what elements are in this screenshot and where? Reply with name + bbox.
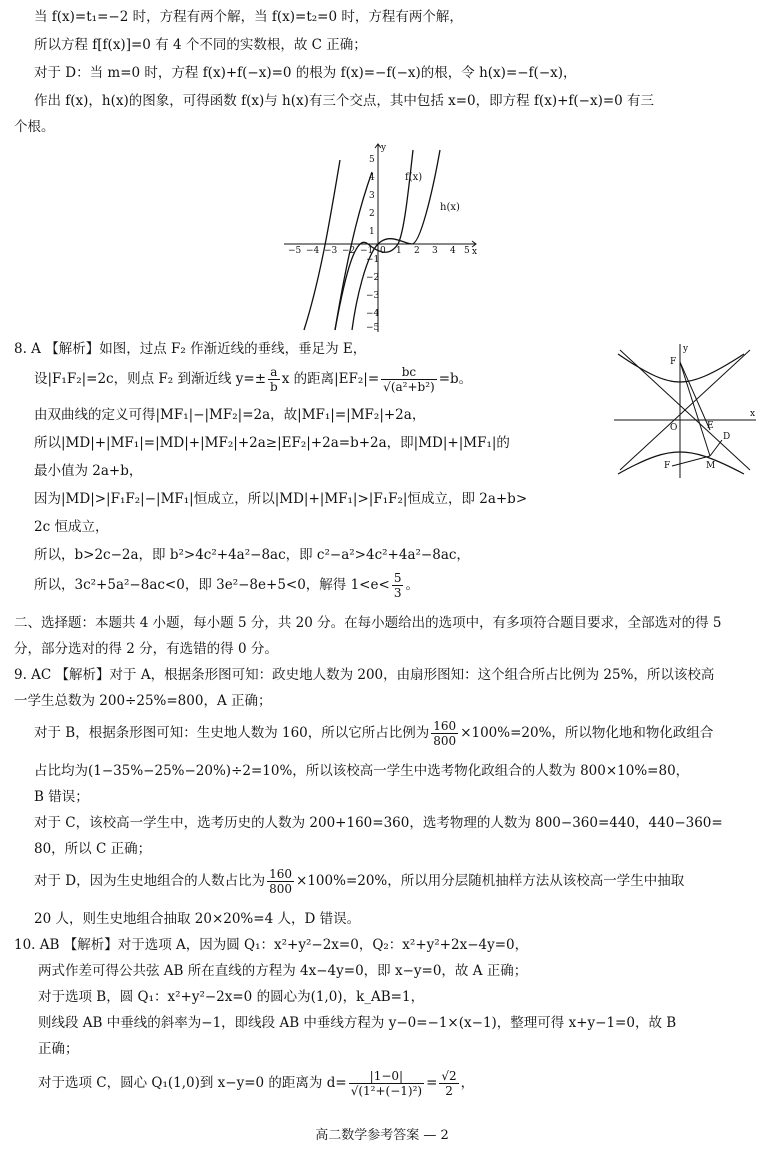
fraction-numerator: 5	[393, 571, 402, 585]
page-footer: 高二数学参考答案 — 2	[315, 1128, 449, 1143]
q10-heading: 10. AB 【解析】对于选项 A，因为圆 Q₁：x²+y²−2x=0，Q₂：x²+y²+2x−4y=0，	[14, 937, 529, 953]
x-tick: 1	[396, 246, 402, 256]
q8-line: 2c 恒成立，	[34, 519, 109, 535]
q8-line	[34, 570, 419, 600]
text-segment: 对于选项 C，圆心 Q₁(1,0)到 x−y=0 的距离为 d=	[38, 1075, 347, 1091]
q8-heading: 8. A 【解析】如图，过点 F₂ 作渐近线的垂线，垂足为 E，	[14, 341, 367, 357]
q9-line: B 错误；	[34, 789, 89, 805]
x-tick: −5	[288, 246, 302, 256]
hyperbola-figure	[610, 340, 760, 482]
q9-line: 80，所以 C 正确；	[34, 841, 152, 857]
text-segment: ×100%=20%，所以用分层随机抽样方法从该校高一学生中抽取	[296, 873, 685, 889]
x-tick: 3	[432, 246, 438, 256]
q8-line	[34, 364, 472, 394]
hyperbola-upper	[618, 354, 744, 382]
text-segment: =	[426, 1075, 438, 1091]
x-tick: 4	[450, 246, 456, 256]
text-line: 当 f(x)=t₁=−2 时，方程有两个解，当 f(x)=t₂=0 时，方程有两个解，	[34, 9, 463, 25]
text-segment: 。	[405, 577, 419, 593]
q9-line	[34, 718, 713, 748]
fraction-numerator: 160	[433, 719, 457, 733]
y-tick: −2	[366, 273, 380, 283]
y-tick: 4	[369, 173, 375, 183]
text-line: 所以方程 f[f(x)]=0 有 4 个不同的实数根，故 C 正确；	[34, 37, 367, 53]
point-label: M	[706, 461, 716, 471]
fraction-denominator: 3	[393, 586, 402, 600]
q9-line: 占比均为(1−35%−25%−20%)÷2=10%，所以该校高一学生中选考物化政组合的人数为 800×10%=80，	[34, 763, 690, 779]
text-segment: 对于 B，根据条形图可知：生史地人数为 160，所以它所占比例为	[34, 725, 430, 741]
fraction	[392, 571, 404, 600]
text-line: 个根。	[14, 119, 55, 135]
fraction	[381, 365, 437, 394]
text-segment: x 的距离|EF₂|=	[281, 371, 380, 387]
hyperbola-lower	[618, 452, 744, 474]
segment	[710, 440, 722, 456]
q10-line: 两式作差可得公共弦 AB 所在直线的方程为 4x−4y=0，即 x−y=0，故 A 正确；	[38, 963, 528, 979]
segment	[672, 456, 710, 466]
fraction-numerator: √2	[441, 1069, 457, 1083]
point-label: F	[670, 357, 677, 367]
q9-line: 对于 C，该校高一学生中，选考历史的人数为 200+160=360，选考物理的人数为 800−360=440，440−360=	[34, 815, 723, 831]
y-tick: −4	[366, 309, 380, 319]
y-tick: −5	[366, 323, 380, 333]
fraction-denominator: √(1²+(−1)²)	[350, 1084, 423, 1098]
text-segment: ，	[460, 1075, 475, 1091]
text-segment: 对于 D，因为生史地组合的人数占比为	[34, 873, 266, 889]
fraction-numerator: 160	[269, 867, 293, 881]
point-label: x	[750, 409, 756, 419]
y-tick: 3	[369, 191, 375, 201]
q8-line: 最小值为 2a+b，	[34, 463, 143, 479]
text-segment: 所以，3c²+5a²−8ac<0，即 3e²−8e+5<0，解得 1<e<	[34, 577, 390, 593]
h-left-branch	[304, 160, 340, 330]
x-tick: 5	[464, 246, 470, 256]
text-segment: =b。	[438, 371, 473, 387]
q8-line: 所以|MD|+|MF₁|=|MD|+|MF₂|+2a≥|EF₂|+2a=b+2a，即|MD|+|MF₁|的	[34, 435, 510, 451]
fraction	[267, 867, 294, 896]
h-label: h(x)	[440, 202, 460, 213]
x-axis-label: x	[472, 247, 478, 257]
h-curve	[352, 150, 440, 330]
text-segment: ×100%=20%，所以物化地和物化政组合	[460, 725, 714, 741]
x-tick: 2	[414, 246, 420, 256]
q9-line	[34, 866, 684, 896]
q8-line: 所以，b>2c−2a，即 b²>4c²+4a²−8ac，即 c²−a²>4c²+4a²−8ac，	[34, 547, 470, 563]
point-label: E	[707, 421, 714, 431]
q10-line: 对于选项 B，圆 Q₁：x²+y²−2x=0 的圆心为(1,0)，k_AB=1，	[38, 989, 425, 1005]
fraction	[349, 1069, 424, 1098]
point-label: D	[723, 432, 731, 442]
fraction-denominator: b	[270, 380, 278, 394]
fraction	[268, 365, 280, 394]
x-tick: 0	[380, 246, 386, 256]
y-axis-label: y	[381, 143, 387, 153]
q8-line: 由双曲线的定义可得|MF₁|−|MF₂|=2a，故|MF₁|=|MF₂|+2a，	[34, 407, 426, 423]
text-line: 作出 f(x)，h(x)的图象，可得函数 f(x)与 h(x)有三个交点，其中包括 x=0，即方程 f(x)+f(−x)=0 有三	[34, 93, 655, 109]
y-tick: −3	[366, 291, 380, 301]
q8-line: 因为|MD|>|F₁F₂|−|MF₁|恒成立，所以|MD|+|MF₁|>|F₁F₂|恒成立，即 2a+b>	[34, 491, 528, 507]
q10-line: 则线段 AB 中垂线的斜率为−1，即线段 AB 中垂线方程为 y−0=−1×(x−1)，整理可得 x+y−1=0，故 B	[38, 1015, 677, 1031]
f-label: f(x)	[405, 172, 423, 183]
y-tick: −1	[366, 255, 380, 265]
q9-heading: 9. AC 【解析】对于 A，根据条形图可知：政史地人数为 200，由扇形图知：这个组合所占比例为 25%，所以该校高	[14, 667, 715, 683]
x-tick: −2	[342, 246, 356, 256]
y-tick: 5	[369, 155, 375, 165]
x-tick: −4	[306, 246, 320, 256]
fraction-numerator: bc	[381, 365, 437, 380]
text-segment: 设|F₁F₂|=2c，则点 F₂ 到渐近线 y=±	[34, 371, 267, 387]
q9-line: 20 人，则生史地组合抽取 20×20%=4 人，D 错误。	[34, 911, 361, 927]
function-graph	[280, 140, 480, 335]
fraction-numerator: |1−0|	[349, 1069, 424, 1084]
section-heading: 分，部分选对的得 2 分，有选错的得 0 分。	[14, 641, 278, 657]
y-tick: 2	[369, 209, 375, 219]
q10-line	[38, 1068, 474, 1098]
x-tick: −3	[324, 246, 338, 256]
fraction-denominator: 2	[445, 1084, 453, 1098]
point-label: O	[670, 423, 678, 433]
fraction	[431, 719, 458, 748]
fraction-numerator: a	[268, 365, 280, 380]
point-label: y	[683, 344, 689, 354]
q10-line: 正确；	[38, 1041, 79, 1057]
fraction-denominator: 800	[433, 734, 457, 748]
section-heading: 二、选择题：本题共 4 小题，每小题 5 分，共 20 分。在每小题给出的选项中，有多项符合题目要求，全部选对的得 5	[14, 615, 722, 631]
q9-line: 一学生总数为 200÷25%=800，A 正确；	[14, 693, 272, 709]
fraction	[439, 1069, 458, 1098]
point-label: F	[664, 461, 671, 471]
fraction-denominator: √(a²+b²)	[383, 380, 435, 394]
fraction-denominator: 800	[269, 882, 293, 896]
y-tick: 1	[369, 227, 375, 237]
text-line: 对于 D：当 m=0 时，方程 f(x)+f(−x)=0 的根为 f(x)=−f(−x)的根，令 h(x)=−f(−x)，	[34, 65, 577, 81]
x-tick: −1	[360, 246, 374, 256]
